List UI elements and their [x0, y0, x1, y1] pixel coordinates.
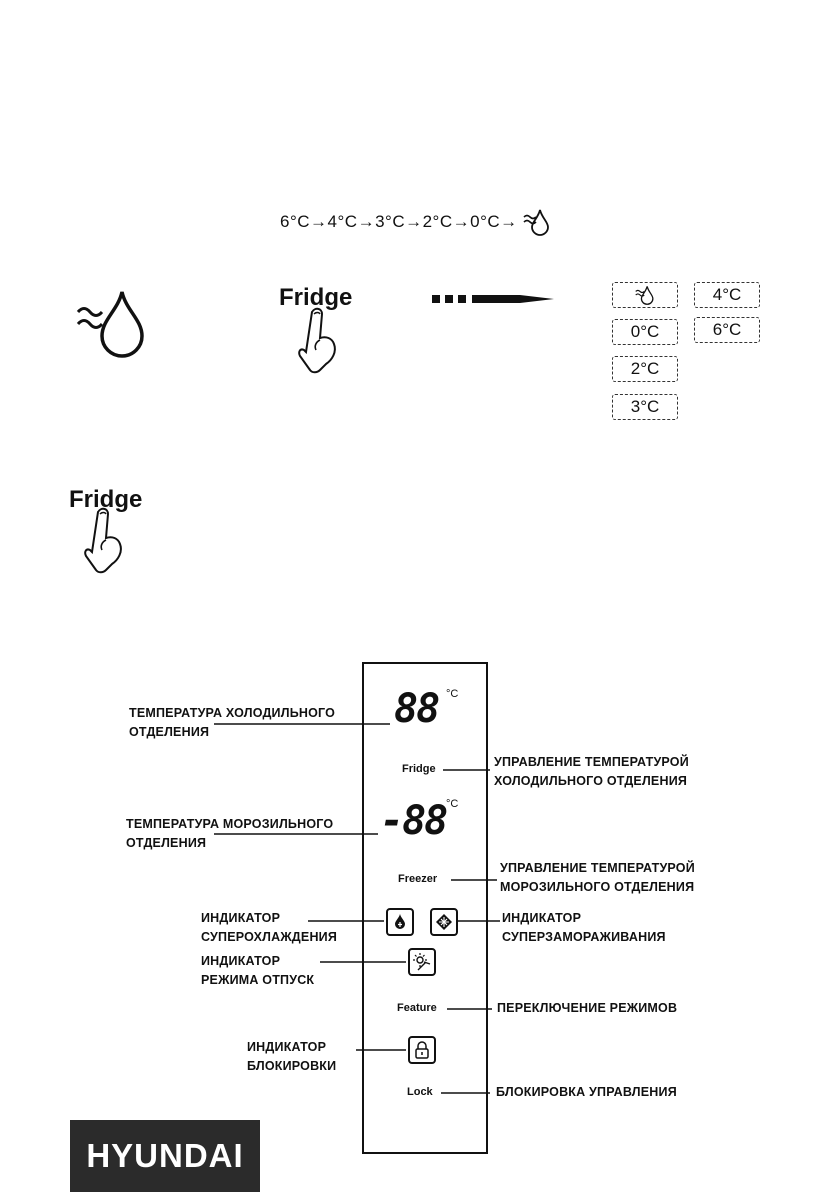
seq-step: 4°C	[327, 212, 358, 231]
mode-chip: 6°C	[694, 317, 760, 343]
seq-arrow: →	[500, 212, 518, 231]
callout-line: БЛОКИРОВКИ	[247, 1059, 337, 1073]
callout-line: ХОЛОДИЛЬНОГО ОТДЕЛЕНИЯ	[494, 774, 688, 788]
callout-freezer-temp	[126, 815, 333, 853]
callout-line: МОРОЗИЛЬНОГО ОТДЕЛЕНИЯ	[500, 880, 695, 894]
seq-arrow: →	[452, 212, 471, 231]
callout-super-cool	[201, 909, 337, 947]
callout-fridge-control	[494, 753, 689, 791]
seq-step: 3°C	[375, 212, 406, 231]
callout-lock-control	[496, 1083, 677, 1102]
callout-fridge-temp	[129, 704, 335, 742]
mode-chip: 3°C	[612, 394, 678, 420]
callout-line: ИНДИКАТОР	[247, 1040, 327, 1054]
hyundai-logo: HYUNDAI	[70, 1120, 260, 1192]
callout-line: ТЕМПЕРАТУРА ХОЛОДИЛЬНОГО	[129, 706, 336, 720]
seq-step: 6°C	[280, 212, 311, 231]
seq-step: 2°C	[422, 212, 453, 231]
callout-line: ИНДИКАТОР	[201, 954, 281, 968]
fridge-button-label: Fridge	[69, 486, 143, 513]
freezer-temp-display: -88	[380, 798, 447, 844]
callout-line: РЕЖИМА ОТПУСК	[201, 973, 315, 987]
callout-super-freeze	[502, 909, 666, 947]
callout-line: УПРАВЛЕНИЕ ТЕМПЕРАТУРОЙ	[500, 861, 695, 875]
freezer-button[interactable]: Freezer	[398, 873, 438, 885]
callout-line: ИНДИКАТОР	[502, 911, 582, 925]
seq-arrow: →	[357, 212, 376, 231]
callout-line: БЛОКИРОВКА УПРАВЛЕНИЯ	[496, 1085, 677, 1099]
mode-chip: 4°C	[694, 282, 760, 308]
callout-line: ПЕРЕКЛЮЧЕНИЕ РЕЖИМОВ	[497, 1001, 678, 1015]
callout-line: ОТДЕЛЕНИЯ	[129, 725, 210, 739]
callout-line: ИНДИКАТОР	[201, 911, 281, 925]
fridge-unit: °C	[446, 688, 459, 700]
fridge-button[interactable]: Fridge	[402, 763, 436, 775]
freezer-unit: °C	[446, 798, 459, 810]
feature-button[interactable]: Feature	[397, 1002, 437, 1014]
callout-line: ТЕМПЕРАТУРА МОРОЗИЛЬНОГО	[126, 817, 334, 831]
seq-arrow: →	[405, 212, 423, 231]
callout-line: ОТДЕЛЕНИЯ	[126, 836, 207, 850]
fridge-temp-display: 88	[394, 686, 439, 732]
callout-line: УПРАВЛЕНИЕ ТЕМПЕРАТУРОЙ	[494, 755, 689, 769]
mode-chip: 2°C	[612, 356, 678, 382]
lock-button[interactable]: Lock	[407, 1086, 433, 1098]
mode-chip: 0°C	[612, 319, 678, 345]
callout-line: СУПЕРОХЛАЖДЕНИЯ	[201, 930, 338, 944]
fridge-button-label: Fridge	[279, 284, 353, 311]
callout-feature	[497, 999, 677, 1018]
seq-step: 0°C	[470, 212, 501, 231]
seq-arrow: →	[310, 212, 328, 231]
callout-lock-indicator	[247, 1038, 336, 1076]
callout-line: СУПЕРЗАМОРАЖИВАНИЯ	[502, 930, 666, 944]
callout-freezer-control	[500, 859, 695, 897]
callout-holiday	[201, 952, 314, 990]
